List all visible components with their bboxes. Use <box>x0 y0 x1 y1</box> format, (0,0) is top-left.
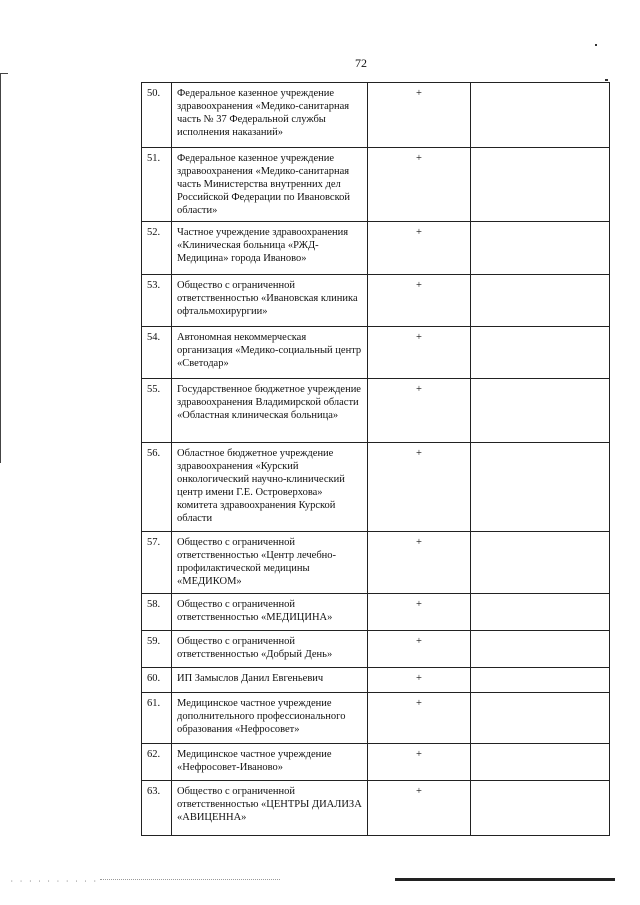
table-row <box>142 668 610 693</box>
table-row <box>142 781 610 836</box>
table-row <box>142 744 610 781</box>
empty-cell <box>471 327 610 379</box>
scan-footer-line <box>100 879 280 880</box>
row-number: 52. <box>142 222 172 275</box>
row-number: 51. <box>142 148 172 222</box>
participation-mark: + <box>368 222 471 275</box>
participation-mark: + <box>368 275 471 327</box>
participation-mark: + <box>368 148 471 222</box>
organization-name: Медицинское частное учреждение дополнительного профессионального образования «Нефросовет» <box>172 693 368 744</box>
empty-cell <box>471 275 610 327</box>
empty-cell <box>471 781 610 836</box>
empty-cell <box>471 532 610 594</box>
row-number: 53. <box>142 275 172 327</box>
row-number: 56. <box>142 443 172 532</box>
row-number: 63. <box>142 781 172 836</box>
participation-mark: + <box>368 693 471 744</box>
scan-speck <box>605 79 608 81</box>
organization-name: Общество с ограниченной ответственностью «Центр лечебно-профилактической медицины «МЕДИКОМ» <box>172 532 368 594</box>
table-row <box>142 594 610 631</box>
table-row <box>142 631 610 668</box>
scan-footer-bar <box>395 878 615 881</box>
organization-name: Медицинское частное учреждение «Нефросовет-Иваново» <box>172 744 368 781</box>
organization-name: Автономная некоммерческая организация «Медико-социальный центр «Светодар» <box>172 327 368 379</box>
empty-cell <box>471 443 610 532</box>
table-row <box>142 222 610 275</box>
scan-footer-noise: · · · · · · · · · · <box>10 878 98 885</box>
table-row <box>142 443 610 532</box>
organization-name: ИП Замыслов Данил Евгеньевич <box>172 668 368 693</box>
row-number: 55. <box>142 379 172 443</box>
organization-name: Федеральное казенное учреждение здравоохранения «Медико-санитарная часть Министерства внутренних дел Российской Федерации по Ивановской области» <box>172 148 368 222</box>
row-number: 59. <box>142 631 172 668</box>
scan-speck <box>595 44 597 46</box>
table-row <box>142 327 610 379</box>
empty-cell <box>471 148 610 222</box>
organization-name: Областное бюджетное учреждение здравоохранения «Курский онкологический научно-клинический центр имени Г.Е. Островерхова» комитета здравоохранения Курской области <box>172 443 368 532</box>
participation-mark: + <box>368 668 471 693</box>
page-number: 72 <box>355 56 367 70</box>
empty-cell <box>471 222 610 275</box>
margin-line <box>0 73 1 463</box>
table-row <box>142 379 610 443</box>
participation-mark: + <box>368 443 471 532</box>
organization-name: Общество с ограниченной ответственностью «Ивановская клиника офтальмохирургии» <box>172 275 368 327</box>
table-row <box>142 275 610 327</box>
table-row <box>142 83 610 148</box>
participation-mark: + <box>368 379 471 443</box>
organization-name: Частное учреждение здравоохранения «Клиническая больница «РЖД-Медицина» города Иваново» <box>172 222 368 275</box>
participation-mark: + <box>368 327 471 379</box>
empty-cell <box>471 631 610 668</box>
margin-tick <box>0 73 8 74</box>
empty-cell <box>471 379 610 443</box>
row-number: 58. <box>142 594 172 631</box>
participation-mark: + <box>368 83 471 148</box>
empty-cell <box>471 744 610 781</box>
organization-name: Государственное бюджетное учреждение здравоохранения Владимирской области «Областная клиническая больница» <box>172 379 368 443</box>
participation-mark: + <box>368 744 471 781</box>
participation-mark: + <box>368 781 471 836</box>
row-number: 60. <box>142 668 172 693</box>
participation-mark: + <box>368 631 471 668</box>
organization-name: Общество с ограниченной ответственностью «МЕДИЦИНА» <box>172 594 368 631</box>
table-row <box>142 693 610 744</box>
empty-cell <box>471 594 610 631</box>
table-row <box>142 532 610 594</box>
row-number: 57. <box>142 532 172 594</box>
row-number: 50. <box>142 83 172 148</box>
empty-cell <box>471 83 610 148</box>
row-number: 54. <box>142 327 172 379</box>
participation-mark: + <box>368 532 471 594</box>
empty-cell <box>471 668 610 693</box>
row-number: 62. <box>142 744 172 781</box>
organization-name: Федеральное казенное учреждение здравоохранения «Медико-санитарная часть № 37 Федеральной службы исполнения наказаний» <box>172 83 368 148</box>
organization-name: Общество с ограниченной ответственностью «ЦЕНТРЫ ДИАЛИЗА «АВИЦЕННА» <box>172 781 368 836</box>
organizations-table <box>141 82 610 836</box>
row-number: 61. <box>142 693 172 744</box>
participation-mark: + <box>368 594 471 631</box>
table-row <box>142 148 610 222</box>
empty-cell <box>471 693 610 744</box>
organization-name: Общество с ограниченной ответственностью «Добрый День» <box>172 631 368 668</box>
